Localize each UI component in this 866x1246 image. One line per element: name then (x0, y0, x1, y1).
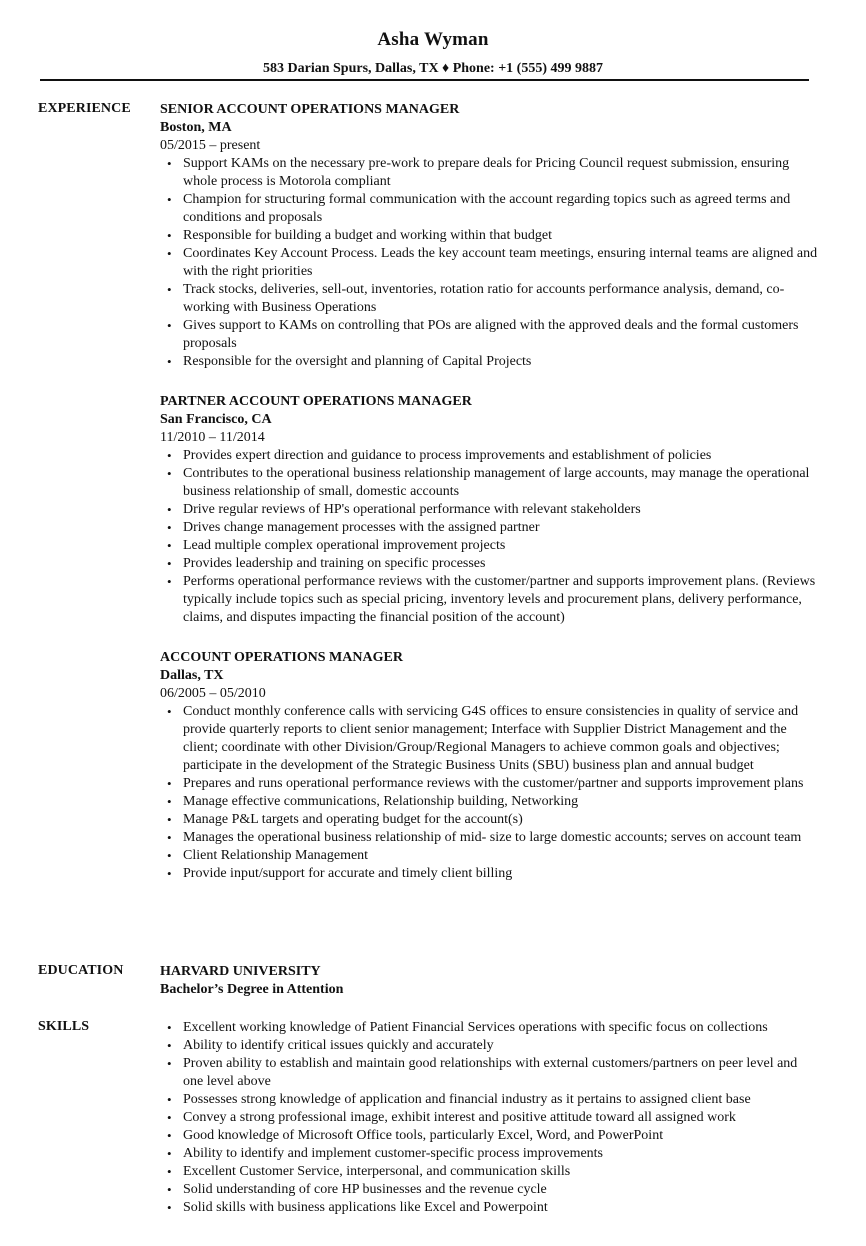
list-item: • Good knowledge of Microsoft Office tools, particularly Excel, Word, and PowerPoint (183, 1127, 820, 1145)
list-item: • Conduct monthly conference calls with servicing G4S offices to ensure consistencies in quality of service and provide quarterly reports to client senior management; Interface with Supplier District Management and the client; coordinate with other Division/Group/Regional Managers to achieve common goals and objectives; participate in the development of the Strategic Business Units (SBU) business plan and annual budget (183, 703, 820, 775)
job-title: PARTNER ACCOUNT OPERATIONS MANAGER (160, 394, 472, 409)
job-dates: 11/2010 – 11/2014 (160, 430, 265, 445)
list-item: • Responsible for the oversight and planning of Capital Projects (183, 353, 820, 371)
job-location: Dallas, TX (160, 668, 224, 683)
list-item: • Lead multiple complex operational improvement projects (183, 537, 820, 555)
list-item: • Champion for structuring formal communication with the account regarding topics such as agreed terms and conditions and proposals (183, 191, 820, 227)
list-item: • Convey a strong professional image, exhibit interest and positive attitude toward all assigned work (183, 1109, 820, 1127)
list-item: • Provide input/support for accurate and timely client billing (183, 865, 820, 883)
header-divider (40, 79, 809, 81)
list-item: • Manages the operational business relationship of mid- size to large domestic accounts; serves on account team (183, 829, 820, 847)
list-item: • Excellent Customer Service, interpersonal, and communication skills (183, 1163, 820, 1181)
list-item: • Solid skills with business applications like Excel and Powerpoint (183, 1199, 820, 1217)
skills-heading: SKILLS (38, 1019, 90, 1034)
job-title: ACCOUNT OPERATIONS MANAGER (160, 650, 403, 665)
list-item: • Provides expert direction and guidance to process improvements and establishment of policies (183, 447, 820, 465)
list-item: • Ability to identify and implement customer-specific process improvements (183, 1145, 820, 1163)
list-item: • Track stocks, deliveries, sell-out, inventories, rotation ratio for accounts performance analysis, demand, co-working with Business Operations (183, 281, 820, 317)
job-bullet-list (160, 447, 820, 627)
list-item: • Ability to identify critical issues quickly and accurately (183, 1037, 820, 1055)
job-entry-1 (160, 101, 820, 371)
candidate-name: Asha Wyman (377, 29, 489, 50)
list-item: • Prepares and runs operational performance reviews with the customer/partner and supports improvement plans (183, 775, 820, 793)
job-dates: 06/2005 – 05/2010 (160, 686, 266, 701)
list-item: • Manage effective communications, Relationship building, Networking (183, 793, 820, 811)
education-entry (160, 963, 820, 999)
list-item: • Performs operational performance reviews with the customer/partner and supports improvement plans. (Reviews typically include topics such as special pricing, inventory levels and procurement plans, delivery performance, claims, and disputes impacting the financial position of the account) (183, 573, 820, 627)
job-bullet-list (160, 703, 820, 883)
list-item: • Drives change management processes with the assigned partner (183, 519, 820, 537)
list-item: • Proven ability to establish and maintain good relationships with external customers/partners on peer level and one level above (183, 1055, 820, 1091)
job-entry-2 (160, 393, 820, 627)
list-item: • Client Relationship Management (183, 847, 820, 865)
job-location: Boston, MA (160, 120, 232, 135)
list-item: • Excellent working knowledge of Patient Financial Services operations with specific focus on collections (183, 1019, 820, 1037)
list-item: • Contributes to the operational business relationship management of large accounts, may manage the operational business relationship of small, domestic accounts (183, 465, 820, 501)
list-item: • Provides leadership and training on specific processes (183, 555, 820, 573)
school-name: HARVARD UNIVERSITY (160, 964, 321, 979)
list-item: • Manage P&L targets and operating budget for the account(s) (183, 811, 820, 829)
skills-entry (160, 1019, 820, 1217)
list-item: • Drive regular reviews of HP's operational performance with relevant stakeholders (183, 501, 820, 519)
list-item: • Possesses strong knowledge of application and financial industry as it pertains to assigned client base (183, 1091, 820, 1109)
list-item: • Solid understanding of core HP businesses and the revenue cycle (183, 1181, 820, 1199)
list-item: • Responsible for building a budget and working within that budget (183, 227, 820, 245)
education-heading: EDUCATION (38, 963, 124, 978)
degree: Bachelor’s Degree in Attention (160, 982, 344, 997)
skills-list (160, 1019, 820, 1217)
job-bullet-list (160, 155, 820, 371)
job-entry-3 (160, 649, 820, 883)
job-location: San Francisco, CA (160, 412, 272, 427)
list-item: • Coordinates Key Account Process. Leads the key account team meetings, ensuring internal teams are aligned and with the right priorities (183, 245, 820, 281)
list-item: • Gives support to KAMs on controlling that POs are aligned with the approved deals and the formal customers proposals (183, 317, 820, 353)
job-title: SENIOR ACCOUNT OPERATIONS MANAGER (160, 102, 460, 117)
list-item: • Support KAMs on the necessary pre-work to prepare deals for Pricing Council request submission, ensuring whole process is Motorola compliant (183, 155, 820, 191)
job-dates: 05/2015 – present (160, 138, 261, 153)
experience-heading: EXPERIENCE (38, 101, 131, 116)
contact-line: 583 Darian Spurs, Dallas, TX ♦ Phone: +1 (555) 499 9887 (263, 61, 603, 76)
